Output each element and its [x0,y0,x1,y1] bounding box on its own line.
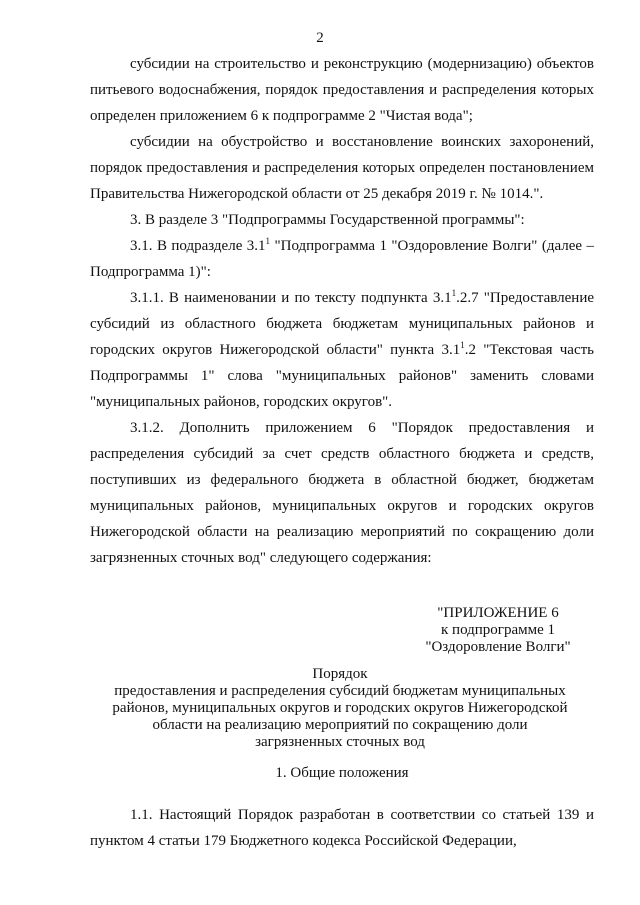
appendix-header [408,605,588,656]
page-number: 2 [316,30,324,46]
paragraph-3-1-1-mid: .2.7 "Предоставление субсидий из областного бюджета бюджетам муниципальных районов и городских округов Нижегородской области" пункта 3.1 [90,290,595,358]
paragraph-military-burials: субсидии на обустройство и восстановление воинских захоронений, порядок предоставления и распределения которых определен постановлением Правительства Нижегородской области от 25 декабря 2019 г. № 1014.". [90,134,594,202]
paragraph-3-1-pre: 3.1. В подразделе 3.1 [130,238,266,254]
title-line-1: Порядок [312,666,368,682]
section-heading: 1. Общие положения [275,765,409,781]
appendix-line-3: "Оздоровление Волги" [425,639,571,655]
paragraph-section-3: 3. В разделе 3 "Подпрограммы Государственной программы": [130,212,525,228]
paragraph-3-1 [90,233,594,285]
appendix-line-2: к подпрограмме 1 [441,622,555,638]
paragraph-3-1-1-pre: 3.1.1. В наименовании и по тексту подпункта 3.1 [130,290,452,306]
paragraph-3-1-1-post: .2 "Текстовая часть Подпрограммы 1" слова "муниципальных районов" заменить словами "муниципальных районов, городских округов". [90,342,594,410]
paragraph-3-1-post: "Подпрограмма 1 "Оздоровление Волги" (далее – Подпрограмма 1)": [90,238,594,280]
procedure-title [110,666,570,751]
appendix-line-1: "ПРИЛОЖЕНИЕ 6 [437,605,559,621]
superscript: 1 [451,288,457,298]
paragraph-1-1: 1.1. Настоящий Порядок разработан в соответствии со статьей 139 и пунктом 4 статьи 179 Бюджетного кодекса Российской Федерации, [90,807,594,849]
document-body-continued [90,802,594,854]
document-body [90,51,594,571]
paragraph-3-1-1 [90,285,594,415]
superscript: 1 [460,340,465,350]
superscript: 1 [265,236,271,246]
paragraph-water-subsidies: субсидии на строительство и реконструкцию (модернизацию) объектов питьевого водоснабжения, порядок предоставления и распределения которых определен приложением 6 к подпрограмме 2 "Чистая вода"; [90,56,594,124]
paragraph-3-1-2: 3.1.2. Дополнить приложением 6 "Порядок предоставления и распределения субсидий за счет средств областного бюджета и средств, поступивших из федерального бюджета в областной бюджет, бюджетам муниципальных районов, муниципальных округов и городских округов Нижегородской области на реализацию мероприятий по сокращению доли загрязненных сточных вод" следующего содержания: [90,420,594,566]
title-line-2: предоставления и распределения субсидий бюджетам муниципальных районов, муниципальных округов и городских округов Нижегородской области на реализацию мероприятий по сокращению доли загрязненных сточных вод [112,683,568,750]
